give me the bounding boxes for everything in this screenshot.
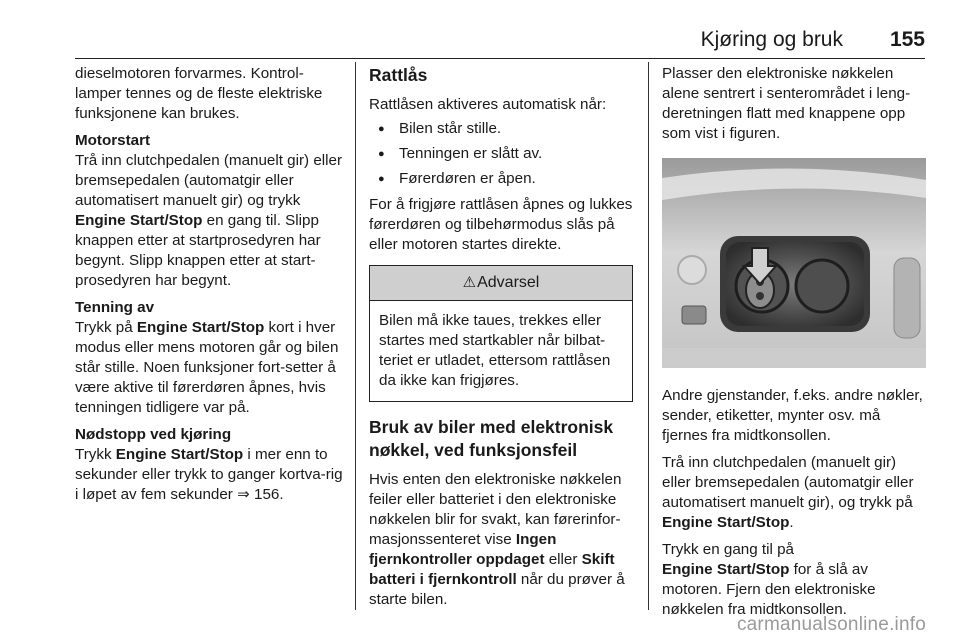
column-right — [662, 64, 926, 627]
nodstopp-section — [75, 425, 347, 505]
engine-start-stop-label: Engine Start/Stop — [115, 446, 244, 463]
warning-triangle-icon: ⚠ — [462, 274, 477, 291]
fault-text-2: eller — [544, 551, 582, 568]
rattlas-intro: Rattlåsen aktiveres automatisk når: — [369, 96, 607, 113]
tenning-text-1: Trykk på — [75, 319, 137, 336]
fault-heading: Bruk av biler med elektronisk nøkkel, ved funksjonsfeil — [369, 417, 614, 460]
engine-start-stop-label: Engine Start/Stop — [75, 212, 203, 229]
page-header — [75, 28, 925, 56]
fault-text-1: Hvis enten den elektroniske nøkkelen feiler eller batteriet i den elektroniske nøkkelen blir for svakt, kan førerinfor-masjonssenteret vise — [369, 471, 622, 548]
column-left — [75, 64, 347, 512]
press-text-1: Trå inn clutchpedalen (manuelt gir) eller bremsepedalen (automatgir eller automatisert manuelt gir), og trykk på — [662, 454, 914, 511]
section-title: Kjøring og bruk — [700, 28, 843, 51]
tenning-heading: Tenning av — [75, 299, 155, 316]
center-console-key-photo — [662, 158, 926, 368]
tenning-text-2: kort i hver modus eller mens motoren går og bilen står stille. Noen funksjoner fort-setter å være aktive til førerdøren åpnes, hvis tenningen tidligere var på. — [75, 319, 339, 416]
engine-start-stop-label: Engine Start/Stop — [662, 561, 790, 578]
column-middle — [369, 64, 633, 617]
page-reference-arrow-icon[interactable]: ⇒ — [237, 486, 250, 503]
header-rule — [75, 58, 925, 59]
fault-text-3: når du prøver å starte bilen. — [369, 571, 625, 608]
rattlas-release-text: For å frigjøre rattlåsen åpnes og lukkes førerdøren og tilbehørmodus slås på eller motoren startes direkte. — [369, 196, 633, 253]
intro-paragraph: dieselmotoren forvarmes. Kontrol-lamper tennes og de fleste elektriske funksjonene kan brukes. — [75, 65, 323, 122]
warning-title: Advarsel — [477, 274, 540, 291]
motorstart-text-1: Trå inn clutchpedalen (manuelt gir) eller bremsepedalen (automatgir eller automatisert manuelt gir) og trykk — [75, 152, 343, 209]
once-text-2: for å slå av motoren. Fjern den elektroniske nøkkelen fra midtkonsollen. — [662, 561, 876, 618]
switch-off-paragraph — [662, 540, 926, 620]
place-key-text: Plasser den elektroniske nøkkelen alene sentrert i senterområdet i leng-deretningen flatt med knappene opp som vist i figuren. — [662, 65, 911, 142]
tenning-section — [75, 298, 347, 418]
column-divider-2 — [648, 62, 649, 610]
list-item: ● Førerdøren er åpen. — [369, 169, 633, 189]
column-divider-1 — [355, 62, 356, 610]
warning-header — [370, 266, 632, 301]
rattlas-heading: Rattlås — [369, 65, 428, 85]
page-reference-link[interactable]: 156. — [249, 486, 284, 503]
motorstart-text-2: en gang til. Slipp knappen etter at startprosedyren har begynt. Slipp knappen etter at start-prosedyren har begynt. — [75, 212, 321, 289]
list-item: ● Tenningen er slått av. — [369, 144, 633, 164]
motorstart-section — [75, 131, 347, 291]
fault-paragraph — [369, 470, 633, 610]
message-change-battery: Skift batteri i fjernkontroll — [369, 551, 615, 588]
nodstopp-text-1: Trykk — [75, 446, 116, 463]
press-start-paragraph — [662, 453, 926, 533]
page-number: 155 — [889, 28, 925, 51]
press-text-2: . — [789, 514, 794, 531]
once-text-1: Trykk en gang til på — [662, 541, 794, 558]
engine-start-stop-label: Engine Start/Stop — [136, 319, 265, 336]
message-no-remote: Ingen fjernkontroller oppdaget — [369, 531, 557, 568]
warning-body: Bilen må ikke taues, trekkes eller startes med startkabler når bilbat-teriet er utladet, ettersom rattlåsen da ikke kan frigjøres. — [379, 312, 611, 389]
nodstopp-text-2: i mer enn to sekunder eller trykk to ganger kortva-rig i løpet av fem sekunder — [75, 446, 343, 503]
warning-box — [369, 265, 633, 402]
watermark: carmanualsonline.info — [736, 614, 926, 635]
motorstart-heading: Motorstart — [75, 132, 151, 149]
list-item: ● Bilen står stille. — [369, 119, 633, 139]
rattlas-conditions-list — [369, 119, 633, 189]
remove-objects-text: Andre gjenstander, f.eks. andre nøkler, sender, etiketter, mynter osv. må fjernes fra midtkonsollen. — [662, 387, 923, 444]
nodstopp-heading: Nødstopp ved kjøring — [75, 426, 232, 443]
engine-start-stop-label: Engine Start/Stop — [662, 514, 790, 531]
